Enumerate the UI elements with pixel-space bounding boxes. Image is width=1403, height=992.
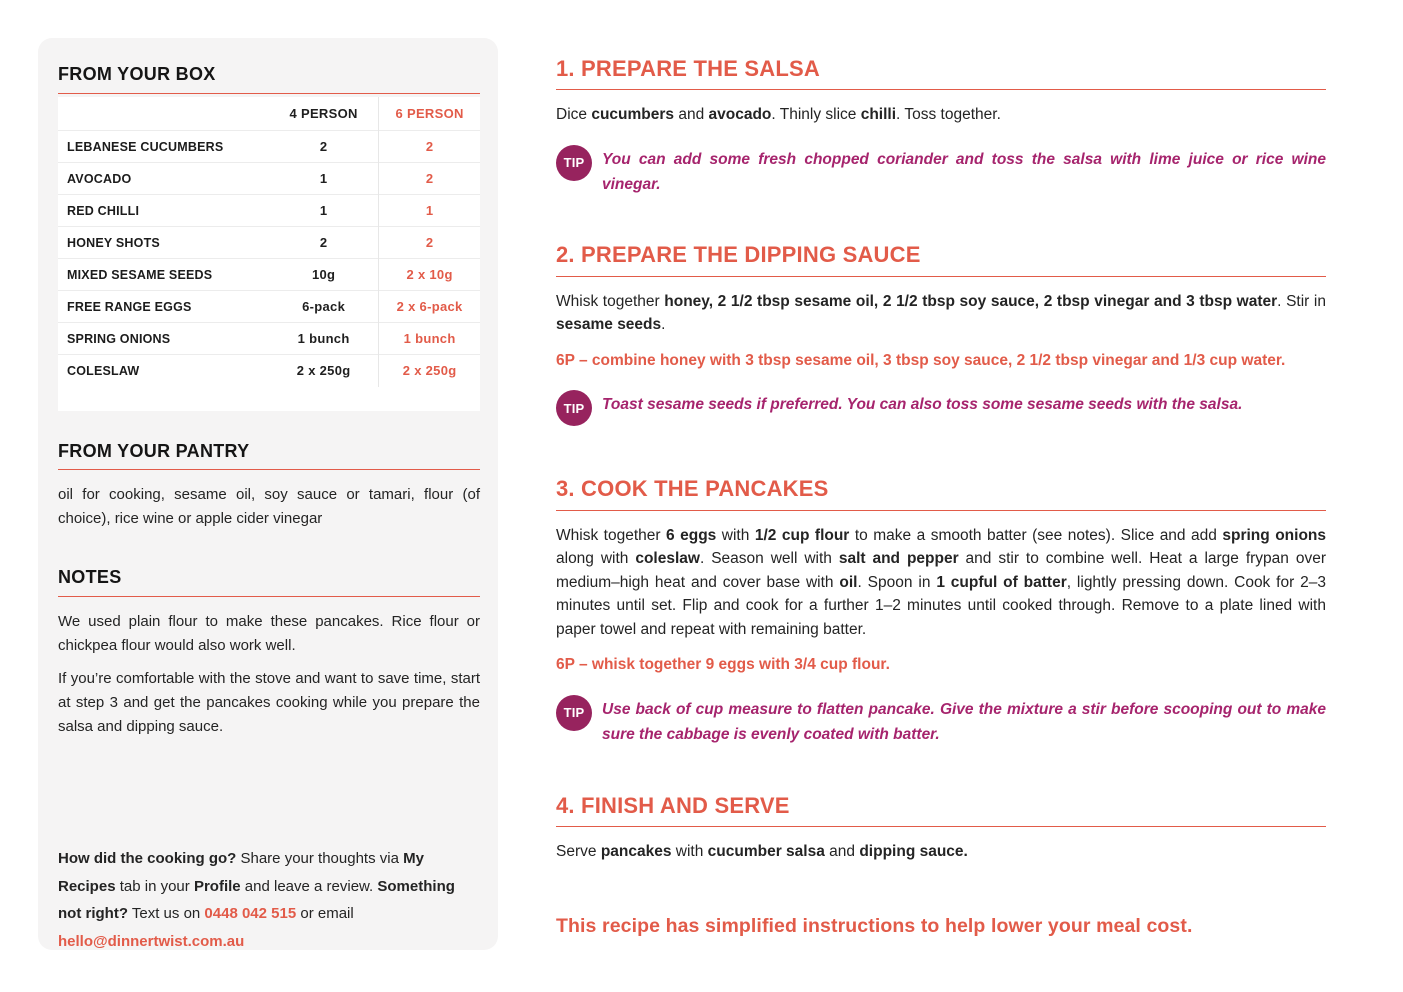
ingredient-qty-6p: 2 x 250g xyxy=(379,355,480,387)
ingredient-name: RED CHILLI xyxy=(67,203,140,218)
pantry-title-rule xyxy=(58,469,480,470)
step-3-title: 3. COOK THE PANCAKES xyxy=(556,476,829,502)
col-header-6-person: 6 PERSON xyxy=(379,97,480,131)
ingredient-qty-4p: 6-pack xyxy=(302,299,346,315)
ingredient-qty-4p: 2 x 250g xyxy=(296,363,351,379)
tip-badge: TIP xyxy=(556,695,592,731)
ingredient-qty-6p: 2 x 6-pack xyxy=(379,291,480,323)
table-row xyxy=(58,291,480,323)
pantry-section-title: FROM YOUR PANTRY xyxy=(58,440,250,461)
step-3-six-person-variant: 6P – whisk together 9 eggs with 3/4 cup flour. xyxy=(556,656,890,674)
ingredient-qty-4p: 1 bunch xyxy=(297,331,350,347)
notes-section xyxy=(58,567,480,739)
ingredients-panel xyxy=(38,38,498,950)
step-2-rule xyxy=(556,276,1326,277)
table-row xyxy=(58,131,480,163)
step-1-rule xyxy=(556,89,1326,90)
tip-badge: TIP xyxy=(556,390,592,426)
notes-section-title: NOTES xyxy=(58,567,122,588)
ingredient-qty-6p: 2 xyxy=(379,163,480,195)
ingredient-qty-4p: 1 xyxy=(319,171,328,187)
step-2-six-person-variant: 6P – combine honey with 3 tbsp sesame oil, 3 tbsp soy sauce, 2 1/2 tbsp vinegar and 1/3 cup water. xyxy=(556,351,1286,369)
tip-text: You can add some fresh chopped coriander and toss the salsa with lime juice or rice wine vinegar. xyxy=(602,150,1326,193)
step-1-body: Dice cucumbers and avocado. Thinly slice chilli. Toss together. xyxy=(556,106,1001,124)
ingredient-name: MIXED SESAME SEEDS xyxy=(67,267,213,282)
table-row xyxy=(58,355,480,387)
ingredient-name: HONEY SHOTS xyxy=(67,235,160,250)
notes-title-rule xyxy=(58,596,480,597)
pantry-text: oil for cooking, sesame oil, soy sauce or tamari, flour (of choice), rice wine or apple cider vinegar xyxy=(58,486,480,528)
contact-phone[interactable]: 0448 042 515 xyxy=(204,905,297,923)
step-3-rule xyxy=(556,510,1326,511)
contact-text: How did the cooking go? Share your thoughts via My Recipes tab in your Profile and leave a review. Something not right? Text us on 0448 042 515 or email hello@dinnertwist.com.au xyxy=(58,849,455,950)
step-3-section xyxy=(556,476,1326,747)
step-1-section xyxy=(556,56,1326,197)
notes-paragraph-2: If you’re comfortable with the stove and want to save time, start at step 3 and get the pancakes cooking while you prepare the salsa and dipping sauce. xyxy=(58,669,480,735)
ingredient-qty-6p: 2 x 10g xyxy=(379,259,480,291)
box-title-rule xyxy=(58,93,480,94)
contact-email[interactable]: hello@dinnertwist.com.au xyxy=(58,933,245,950)
ingredient-name: LEBANESE CUCUMBERS xyxy=(67,139,224,154)
step-2-title: 2. PREPARE THE DIPPING SAUCE xyxy=(556,242,921,268)
step-4-body: Serve pancakes with cucumber salsa and dipping sauce. xyxy=(556,842,968,860)
notes-paragraph-1: We used plain flour to make these pancakes. Rice flour or chickpea flour would also work well. xyxy=(58,612,480,654)
ingredients-table-wrap xyxy=(58,97,480,411)
table-row xyxy=(58,227,480,259)
ingredient-qty-6p: 2 xyxy=(379,227,480,259)
ingredient-qty-4p: 2 xyxy=(319,235,328,251)
ingredient-name: SPRING ONIONS xyxy=(67,331,171,346)
ingredient-name: FREE RANGE EGGS xyxy=(67,299,192,314)
table-row xyxy=(58,195,480,227)
step-1-tip xyxy=(556,148,1326,198)
step-4-title: 4. FINISH AND SERVE xyxy=(556,792,790,818)
pantry-section xyxy=(58,441,480,532)
ingredient-qty-6p: 2 xyxy=(379,131,480,163)
table-row xyxy=(58,323,480,355)
step-1-title: 1. PREPARE THE SALSA xyxy=(556,56,820,81)
tip-badge: TIP xyxy=(556,145,592,181)
ingredient-name: COLESLAW xyxy=(67,363,140,378)
table-header-row xyxy=(58,97,480,131)
step-4-section xyxy=(556,793,1326,864)
step-2-tip xyxy=(556,393,1326,431)
ingredients-table xyxy=(58,97,480,387)
table-row xyxy=(58,163,480,195)
box-section-title: FROM YOUR BOX xyxy=(58,64,216,84)
simplified-recipe-footnote: This recipe has simplified instructions to help lower your meal cost. xyxy=(556,915,1193,938)
ingredient-name: AVOCADO xyxy=(67,171,132,186)
instructions-column xyxy=(556,56,1326,938)
tip-text: Use back of cup measure to flatten pancake. Give the mixture a stir before scooping out to make sure the cabbage is evenly coated with batter. xyxy=(602,700,1326,743)
table-row xyxy=(58,259,480,291)
ingredient-qty-6p: 1 bunch xyxy=(379,323,480,355)
ingredient-qty-4p: 2 xyxy=(319,139,328,155)
ingredient-qty-4p: 10g xyxy=(311,267,336,283)
step-3-body: Whisk together 6 eggs with 1/2 cup flour to make a smooth batter (see notes). Slice and add spring onions along with coleslaw. Season well with salt and pepper and stir to combine well. Heat a large frypan over medium–high heat and cover base with oil. Spoon in 1 cupful of batter, lightly pressing down. Cook for 2–3 minutes until set. Flip and cook for a further 1–2 minutes until cooked through. Remove to a plate lined with paper towel and repeat with remaining batter. xyxy=(556,526,1327,638)
ingredient-qty-4p: 1 xyxy=(319,203,328,219)
step-4-rule xyxy=(556,826,1326,827)
col-header-4-person: 4 PERSON xyxy=(289,105,358,121)
col-header-ingredient xyxy=(58,97,269,131)
tip-text: Toast sesame seeds if preferred. You can also toss some sesame seeds with the salsa. xyxy=(602,396,1243,414)
step-3-tip xyxy=(556,698,1326,748)
step-2-body: Whisk together honey, 2 1/2 tbsp sesame oil, 2 1/2 tbsp soy sauce, 2 tbsp vinegar and 3 tbsp water. Stir in sesame seeds. xyxy=(556,292,1326,334)
step-2-section xyxy=(556,242,1326,431)
ingredient-qty-6p: 1 xyxy=(379,195,480,227)
